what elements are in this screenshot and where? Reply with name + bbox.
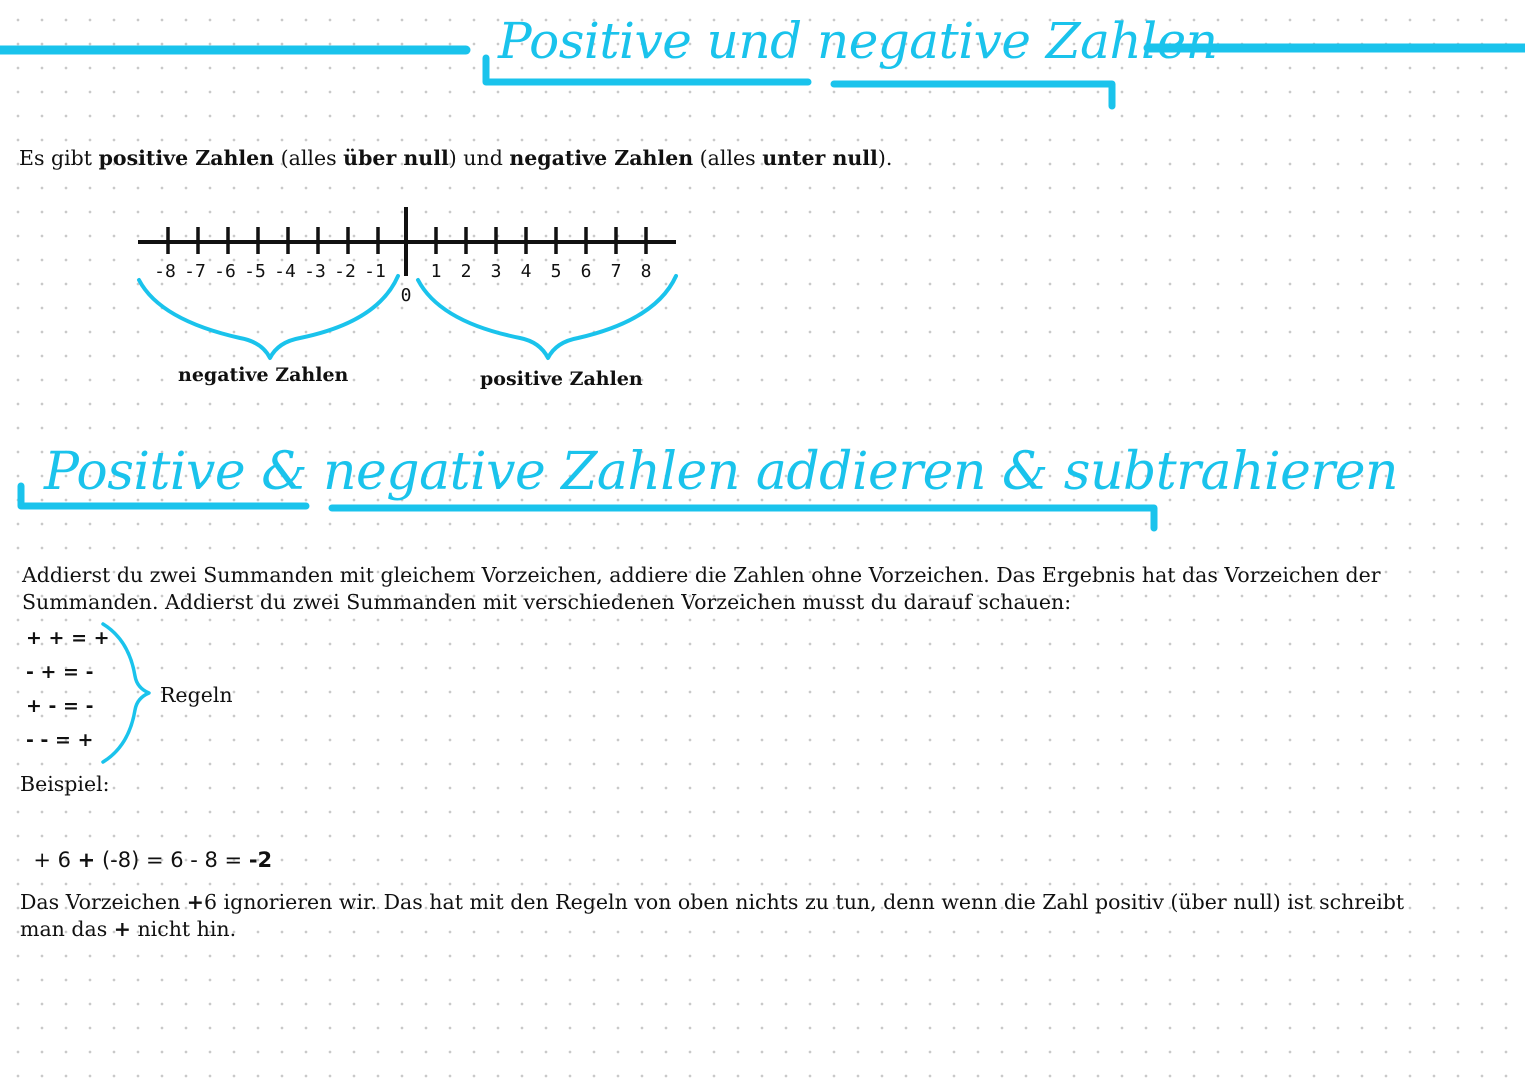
number-line-tick-label: -4 (274, 261, 296, 282)
number-line-tick-label: -8 (154, 261, 176, 282)
intro-bold: über null (343, 146, 449, 170)
intro-text: (alles (274, 146, 344, 170)
number-line-tick-label: -2 (334, 261, 356, 282)
intro-text: Es gibt (19, 146, 99, 170)
number-line-tick-label: 2 (460, 261, 472, 282)
note-text: Das Vorzeichen (20, 890, 187, 914)
intro-text: ). (877, 146, 893, 170)
intro-text: ) und (448, 146, 510, 170)
number-line-tick-label: -7 (184, 261, 206, 282)
intro-text: (alles (693, 146, 763, 170)
explanation-paragraph (22, 562, 1381, 616)
rule: - + = - (26, 661, 94, 683)
rule: - - = + (26, 729, 94, 751)
number-line-tick-label: 3 (490, 261, 502, 282)
number-line-tick-label: -3 (304, 261, 326, 282)
note-bold: + (113, 917, 131, 941)
intro-bold: positive Zahlen (98, 146, 275, 170)
number-line-tick-label: -6 (214, 261, 236, 282)
number-line-tick-label: 7 (610, 261, 622, 282)
number-line-tick-label: 6 (580, 261, 592, 282)
explanation-line: Addierst du zwei Summanden mit gleichem Vorzeichen, addiere die Zahlen ohne Vorzeichen. Das Ergebnis hat das Vorzeichen der (22, 563, 1381, 587)
note-text: 6 ignorieren wir. Das hat mit den Regeln von oben nichts zu tun, denn wenn die Zahl positiv (über null) ist schreibt (203, 890, 1405, 914)
note-text: nicht hin. (130, 917, 237, 941)
number-line-labels (154, 261, 651, 282)
rules-brace (95, 618, 155, 768)
section-title: Positive & negative Zahlen addieren & subtrahieren (44, 442, 1399, 502)
number-line-zero: 0 (400, 285, 412, 306)
intro-paragraph (19, 145, 892, 172)
example-equation (20, 824, 272, 872)
number-line (0, 195, 720, 375)
rules-label: Regeln (160, 683, 233, 707)
number-line-tick-label: 5 (550, 261, 562, 282)
note-bold: + (186, 890, 204, 914)
note-line (20, 916, 1404, 943)
number-line-tick-label: -1 (364, 261, 386, 282)
equation-result: -2 (248, 848, 273, 872)
rule: + + = + (26, 627, 110, 649)
intro-bold: unter null (762, 146, 878, 170)
equation-operator: + (77, 848, 96, 872)
number-line-tick-label: -5 (244, 261, 266, 282)
equation-part: (-8) = 6 - 8 = (95, 848, 249, 872)
equation-part: + 6 (33, 848, 78, 872)
intro-bold: negative Zahlen (509, 146, 694, 170)
number-line-tick-label: 4 (520, 261, 532, 282)
number-line-tick-label: 8 (640, 261, 652, 282)
negative-numbers-label: negative Zahlen (178, 364, 349, 386)
page-title: Positive und negative Zahlen (498, 12, 1218, 70)
note-line (20, 889, 1404, 916)
number-line-tick-label: 1 (430, 261, 442, 282)
positive-brace (418, 276, 676, 358)
note-paragraph (20, 889, 1404, 943)
example-label: Beispiel: (20, 772, 110, 796)
negative-brace (139, 276, 398, 358)
positive-numbers-label: positive Zahlen (480, 368, 643, 390)
explanation-line: Summanden. Addierst du zwei Summanden mit verschiedenen Vorzeichen musst du darauf schauen: (22, 590, 1072, 614)
note-text: man das (20, 917, 114, 941)
rule: + - = - (26, 695, 94, 717)
